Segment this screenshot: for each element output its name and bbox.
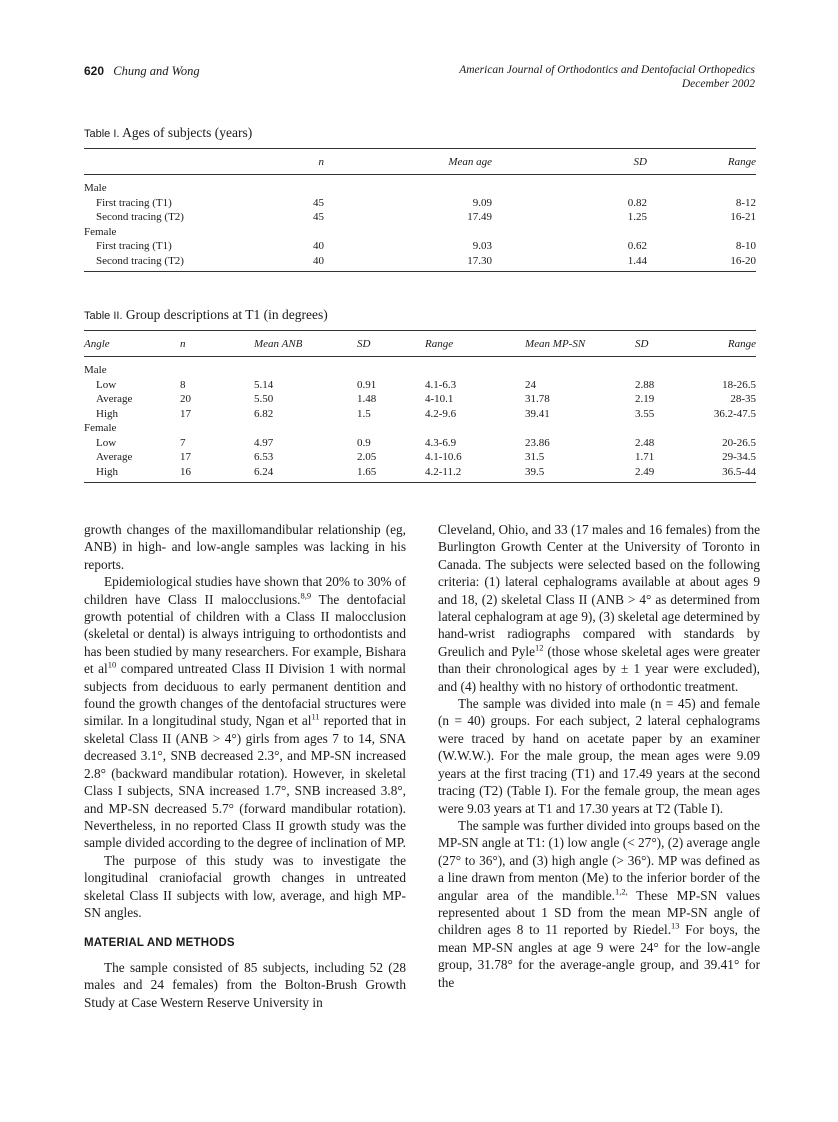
cell-mpsn: 39.5 xyxy=(525,465,635,483)
cell-range: 28-35 xyxy=(730,393,756,405)
cell-sd: 1.25 xyxy=(627,211,647,223)
cell-sd: 2.49 xyxy=(635,465,699,483)
cell-range: 4.2-11.2 xyxy=(425,465,525,483)
table-2-col-mean-mpsn: Mean MP-SN xyxy=(525,331,635,357)
cell-sd: 0.91 xyxy=(357,378,377,391)
running-head-right xyxy=(459,63,755,91)
cell-sd: 2.88 xyxy=(635,378,655,391)
running-head-authors: Chung and Wong xyxy=(113,64,200,78)
cell-anb: 5.14 xyxy=(254,378,274,391)
row-label: First tracing (T1) xyxy=(96,196,172,209)
paragraph: The sample was divided into male (n = 45) and female (n = 40) groups. For each subject, 2 lateral cephalograms were traced by hand on acetate paper by an examiner (W.W.W.). For the male group, the mean ages were 9.09 years at the first tracing (T1) and 17.49 years at the second tracing (T2) (Table I). For the female group, the mean ages were 9.03 years at T1 and 17.30 years at T2 (Table I). xyxy=(438,696,760,816)
cell-sd: 2.19 xyxy=(635,393,655,405)
cell-mean: 17.49 xyxy=(467,211,492,223)
group-label: Female xyxy=(84,225,117,238)
cell-anb: 6.82 xyxy=(254,407,274,420)
cell-range: 16-21 xyxy=(730,211,756,223)
cell-sd: 0.9 xyxy=(357,436,371,449)
table-2-label: Table II. xyxy=(84,310,123,322)
citation: 12 xyxy=(535,642,544,653)
cell-sd: 1.71 xyxy=(635,451,655,463)
cell-range: 4.3-6.9 xyxy=(425,436,457,449)
cell-anb: 5.50 xyxy=(254,393,274,405)
cell-mean: 9.03 xyxy=(472,240,492,252)
row-label: Second tracing (T2) xyxy=(96,211,184,223)
cell-n: 45 xyxy=(313,211,324,223)
row-label: First tracing (T1) xyxy=(96,240,172,252)
cell-sd: 0.82 xyxy=(627,196,647,209)
row-label: Average xyxy=(96,451,133,463)
cell-n: 20 xyxy=(180,393,191,405)
cell-range: 36.5-44 xyxy=(699,465,756,483)
table-1-col-sd: SD xyxy=(492,149,647,175)
text-run: For boys, the mean MP-SN angles at age 9 were 24° for the low-angle group, 31.78° for the average-angle group, and 39.41° for the xyxy=(438,922,760,990)
cell-anb: 6.53 xyxy=(254,451,274,463)
running-head xyxy=(84,63,755,97)
group-label: Male xyxy=(84,364,107,376)
table-1-group-row xyxy=(84,225,756,240)
journal-issue: December 2002 xyxy=(681,78,755,90)
text-run: The sample was further divided into groups based on the MP-SN angle at T1: (1) low angle (< 27°), (2) average angle (27° to 36°), and (3) high angle (> 36°). MP was defined as a line drawn from menton (Me) to the inferior border of the angular area of the mandible. xyxy=(438,817,760,903)
cell-sd: 3.55 xyxy=(635,407,655,420)
cell-n: 40 xyxy=(244,254,324,272)
row-label: Low xyxy=(96,436,117,449)
table-2-col-range-anb: Range xyxy=(425,331,525,357)
table-1-col-n: n xyxy=(244,149,324,175)
paragraph: The sample consisted of 85 subjects, including 52 (28 males and 24 females) from the Bolton-Brush Growth Study at Case Western Reserve University in xyxy=(84,959,406,1010)
table-2-caption xyxy=(84,307,756,323)
table-2-grid xyxy=(84,330,756,483)
table-2-col-range-mpsn: Range xyxy=(699,331,756,357)
citation: 13 xyxy=(671,920,680,931)
cell-n: 8 xyxy=(180,378,186,391)
text-run: Cleveland, Ohio, and 33 (17 males and 16 females) from the Burlington Growth Center at the University of Toronto in Canada. The subjects were selected based on the following criteria: (1) lateral cephalograms available at about ages 9 and 18, (2) skeletal Class II (ANB > 4° as determined from lateral cephalogram at age 9), (3) skeletal age determined by hand-wrist radiographs compared with standards by Greulich and Pyle xyxy=(438,522,760,659)
text-run: The dentofacial growth potential of children with a Class II malocclusion (skeletal or dental) is always intriguing to orthodontists and has been studied by many researchers. For example, Bishara et al xyxy=(84,591,406,677)
cell-range: 4.2-9.6 xyxy=(425,407,457,420)
right-column xyxy=(438,521,760,991)
cell-n: 7 xyxy=(180,436,186,449)
cell-sd: 0.62 xyxy=(627,240,647,252)
cell-sd: 2.48 xyxy=(635,436,655,449)
cell-n: 17 xyxy=(180,407,191,420)
cell-anb: 6.24 xyxy=(254,465,357,483)
table-row xyxy=(84,436,756,451)
table-1-title: Ages of subjects (years) xyxy=(122,125,253,140)
row-label: High xyxy=(84,465,180,483)
citation: 8,9 xyxy=(300,590,312,601)
cell-range: 29-34.5 xyxy=(722,451,756,463)
section-heading: MATERIAL AND METHODS xyxy=(84,937,235,950)
table-row xyxy=(84,450,756,465)
table-row xyxy=(84,196,756,211)
table-1-label: Table I. xyxy=(84,128,120,140)
table-1-grid xyxy=(84,148,756,272)
paragraph xyxy=(438,817,760,991)
cell-n: 45 xyxy=(313,196,324,209)
table-row xyxy=(84,378,756,393)
table-2-col-angle: Angle xyxy=(84,331,180,357)
paragraph: growth changes of the maxillomandibular relationship (eg, ANB) in high- and low-angle samples was lacking in his reports. xyxy=(84,522,406,572)
citation: 10 xyxy=(107,659,117,670)
row-label: Average xyxy=(96,393,133,405)
cell-range: 20-26.5 xyxy=(722,436,756,449)
cell-range: 4.1-6.3 xyxy=(425,378,457,391)
cell-n: 40 xyxy=(313,240,324,252)
cell-sd: 2.05 xyxy=(357,451,377,463)
journal-title: American Journal of Orthodontics and Dentofacial Orthopedics xyxy=(459,64,755,76)
cell-range: 4.1-10.6 xyxy=(425,451,462,463)
group-label: Male xyxy=(84,182,107,194)
left-column xyxy=(84,521,406,1011)
table-1 xyxy=(84,125,756,272)
table-row xyxy=(84,210,756,225)
cell-n: 16 xyxy=(180,465,254,483)
cell-mpsn: 23.86 xyxy=(525,436,550,449)
cell-mpsn: 31.5 xyxy=(525,451,545,463)
text-run: These MP-SN values represented about 1 SD from the mean MP-SN angle of children ages 8 to 11 reported by Riedel. xyxy=(438,887,760,938)
cell-sd: 1.44 xyxy=(492,254,647,272)
table-2-col-mean-anb: Mean ANB xyxy=(254,331,357,357)
table-2-group-row xyxy=(84,421,756,436)
citation: 1,2, xyxy=(614,886,628,897)
table-2-header-row xyxy=(84,331,756,357)
table-2 xyxy=(84,307,756,483)
page-number: 620 xyxy=(84,64,105,78)
table-1-header-row xyxy=(84,149,756,175)
table-row xyxy=(84,392,756,407)
group-label: Female xyxy=(84,422,117,434)
cell-mpsn: 31.78 xyxy=(525,393,550,405)
cell-n: 17 xyxy=(180,451,191,463)
table-1-col-range: Range xyxy=(647,149,756,175)
table-2-title: Group descriptions at T1 (in degrees) xyxy=(125,307,328,322)
table-row xyxy=(84,254,756,272)
text-run: (those whose skeletal ages were greater than their chronological ages by ± 1 year were excluded), and (4) healthy with no history of orthodontic treatment. xyxy=(438,643,760,694)
row-label: High xyxy=(96,407,118,420)
table-1-group-row xyxy=(84,181,756,196)
table-row xyxy=(84,465,756,483)
cell-anb: 4.97 xyxy=(254,436,274,449)
paragraph xyxy=(438,521,760,695)
row-label: Low xyxy=(96,378,117,391)
table-2-col-n: n xyxy=(180,331,254,357)
cell-range: 36.2-47.5 xyxy=(713,407,756,420)
table-row xyxy=(84,407,756,422)
cell-mpsn: 39.41 xyxy=(525,407,550,420)
cell-range: 16-20 xyxy=(647,254,756,272)
paragraph: The purpose of this study was to investigate the longitudinal craniofacial growth changes in untreated skeletal Class II subjects with low, average, and high MP-SN angles. xyxy=(84,852,406,920)
cell-range: 8-10 xyxy=(735,240,756,252)
paragraph xyxy=(84,573,406,852)
table-2-col-sd-anb: SD xyxy=(357,331,425,357)
cell-range: 4-10.1 xyxy=(425,393,454,405)
cell-sd: 1.65 xyxy=(357,465,425,483)
cell-mean: 17.30 xyxy=(324,254,492,272)
cell-mpsn: 24 xyxy=(525,378,536,391)
table-2-col-sd-mpsn: SD xyxy=(635,331,699,357)
table-2-group-row xyxy=(84,363,756,378)
table-1-caption xyxy=(84,125,756,141)
citation: 11 xyxy=(311,712,320,723)
text-run: reported that in skeletal Class II (ANB > 4°) girls from ages 7 to 14, SNA decreased 3.1°, SNB decreased 2.3°, and MP-SN increased 2.8° (backward mandibular rotation). However, in skeletal Class I subjects, SNA increased 1.7°, SNB increased 3.8°, and MP-SN decreased 5.7° (forward mandibular rotation). Nevertheless, in no reported Class II growth study was the sample divided according to the degree of inclination of MP. xyxy=(84,713,406,851)
cell-sd: 1.5 xyxy=(357,407,371,420)
text-run: compared untreated Class II Division 1 with normal subjects from deciduous to early permanent dentition and found the growth changes of the dentofacial structures were similar. In a longitudinal study, Ngan et al xyxy=(84,661,406,729)
text-run: Epidemiological studies have shown that 20% to 30% of children have Class II malocclusions. xyxy=(84,574,406,607)
table-1-col-label xyxy=(84,149,244,175)
table-row xyxy=(84,239,756,254)
running-head-left xyxy=(84,63,200,79)
cell-sd: 1.48 xyxy=(357,393,377,405)
cell-range: 18-26.5 xyxy=(722,378,756,391)
table-1-col-mean: Mean age xyxy=(324,149,492,175)
cell-mean: 9.09 xyxy=(472,196,492,209)
row-label: Second tracing (T2) xyxy=(84,254,244,272)
cell-range: 8-12 xyxy=(735,196,756,209)
